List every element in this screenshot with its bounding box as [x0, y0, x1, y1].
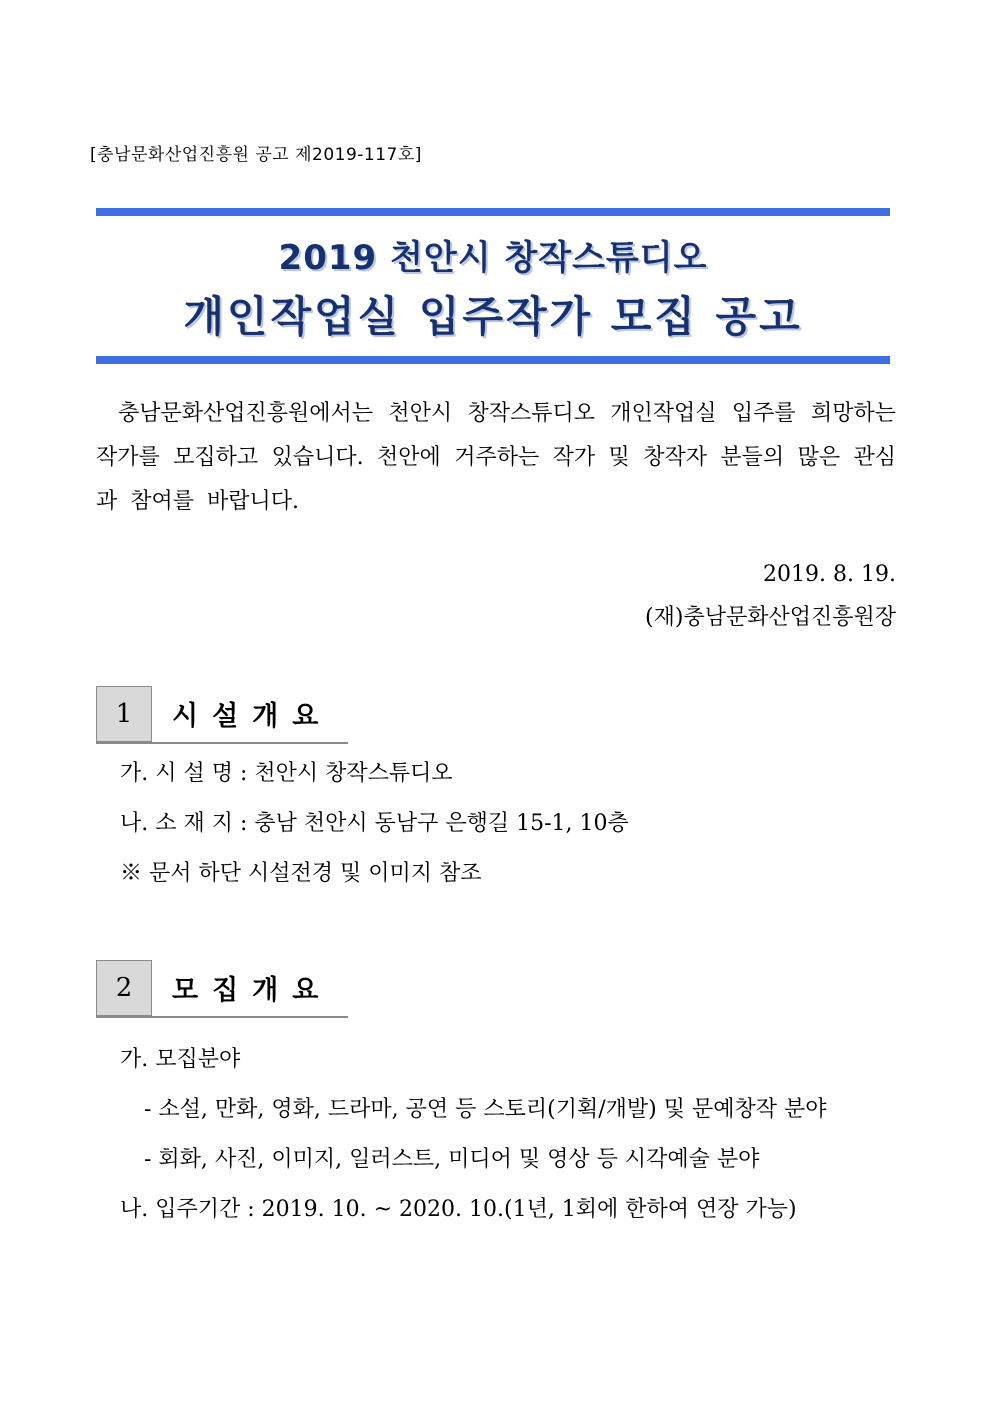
section-title: 시설개요 — [172, 701, 333, 732]
recruitment-field-visual: - 회화, 사진, 이미지, 일러스트, 미디어 및 영상 등 시각예술 분야 — [144, 1147, 760, 1172]
section-number: 1 — [96, 686, 152, 742]
section-header-recruitment — [96, 960, 348, 1018]
title-bar-top — [96, 208, 890, 216]
title-bar-bottom — [96, 356, 890, 364]
notice-date: 2019. 8. 19. — [763, 562, 896, 587]
facility-note-item: ※ 문서 하단 시설전경 및 이미지 참조 — [120, 861, 482, 886]
notice-number: [충남문화산업진흥원 공고 제2019-117호] — [90, 145, 422, 165]
title-line-1: 2019 천안시 창작스튜디오 — [278, 238, 708, 278]
title-line-2: 개인작업실 입주작가 모집 공고 — [183, 292, 803, 341]
section-header-facility — [96, 686, 348, 744]
facility-name-item: 가. 시 설 명 : 천안시 창작스튜디오 — [120, 761, 453, 786]
residency-period-item: 나. 입주기간 : 2019. 10. ~ 2020. 10.(1년, 1회에 한하여 연장 가능) — [120, 1197, 797, 1222]
recruitment-field-story: - 소설, 만화, 영화, 드라마, 공연 등 스토리(기획/개발) 및 문예창작 분야 — [144, 1097, 827, 1122]
issuing-organization: (재)충남문화산업진흥원장 — [645, 605, 896, 630]
facility-location-item: 나. 소 재 지 : 충남 천안시 동남구 은행길 15-1, 10층 — [120, 811, 629, 836]
intro-paragraph: 충남문화산업진흥원에서는 천안시 창작스튜디오 개인작업실 입주를 희망하는 작가를 모집하고 있습니다. 천안에 거주하는 작가 및 창작자 분들의 많은 관심과 참여를 바랍니다. — [96, 401, 896, 514]
section-title: 모집개요 — [172, 975, 333, 1006]
section-number: 2 — [96, 960, 152, 1016]
recruitment-field-item: 가. 모집분야 — [120, 1047, 241, 1072]
